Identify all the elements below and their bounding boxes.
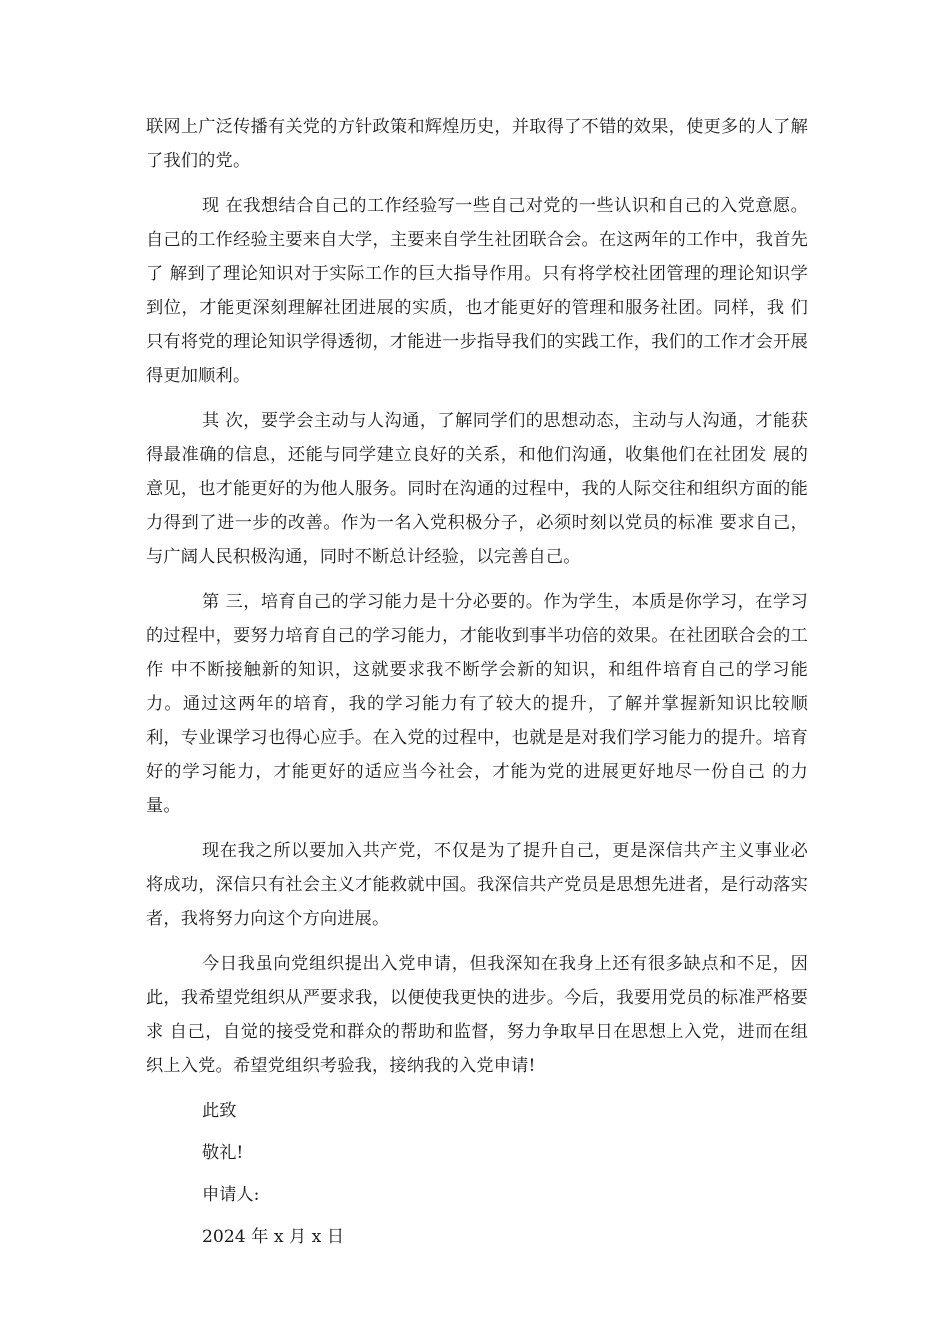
document-page	[146, 110, 808, 1262]
paragraph-work-experience: 现 在我想结合自己的工作经验写一些自己对党的一些认识和自己的入党意愿。自己的工作经验主要来自大学，主要来自学生社团联合会。在这两年的工作中，我首先了 解到了理论知识对于实际工作的巨大指导作用。只有将学校社团管理的理论知识学到位，才能更深刻理解社团进展的实质，也才能更好的管理和服务社团。同样，我 们只有将党的理论知识学得透彻，才能进一步指导我们的实践工作，我们的工作才会开展得更加顺利。	[146, 196, 808, 386]
paragraph-continuation: 联网上广泛传播有关党的方针政策和辉煌历史，并取得了不错的效果，使更多的人了解了我们的党。	[146, 117, 808, 171]
paragraph-communication: 其 次，要学会主动与人沟通，了解同学们的思想动态，主动与人沟通，才能获得最准确的信息，还能与同学建立良好的关系，和他们沟通，收集他们在社团发 展的意见，也才能更好的为他人服务。同时在沟通的过程中，我的人际交往和组织方面的能力得到了进一步的改善。作为一名入党积极分子，必须时刻以党员的标准 要求自己，与广阔人民积极沟通，同时不断总计经验，以完善自己。	[146, 411, 808, 567]
applicant-label: 申请人:	[202, 1185, 260, 1205]
paragraph-learning-ability: 第 三，培育自己的学习能力是十分必要的。作为学生，本质是你学习，在学习的过程中，要努力培育自己的学习能力，才能收到事半功倍的效果。在社团联合会的工作 中不断接触新的知识，这就要求我不断学会新的知识，和组件培育自己的学习能力。通过这两年的培育，我的学习能力有了较大的提升，了解并掌握新知识比较顺 利，专业课学习也得心应手。在入党的过程中，也就是是对我们学习能力的提升。培育好的学习能力，才能更好的适应当今社会，才能为党的进展更好地尽一份自己 的力量。	[146, 592, 808, 816]
regards: 敬礼!	[202, 1143, 244, 1163]
date-line: 2024 年 x 月 x 日	[202, 1227, 345, 1247]
paragraph-motivation: 现在我之所以要加入共产党，不仅是为了提升自己，更是深信共产主义事业必将成功，深信只有社会主义才能救就中国。我深信共产党员是思想先进者，是行动落实者，我将努力向这个方向进展。	[146, 841, 808, 929]
paragraph-application: 今日我虽向党组织提出入党申请，但我深知在我身上还有很多缺点和不足，因此，我希望党组织从严要求我，以便使我更快的进步。今后，我要用党员的标准严格要求 自己，自觉的接受党和群众的帮助和监督，努力争取早日在思想上入党，进而在组织上入党。希望党组织考验我，接纳我的入党申请!	[146, 954, 808, 1076]
salutation: 此致	[202, 1101, 237, 1121]
